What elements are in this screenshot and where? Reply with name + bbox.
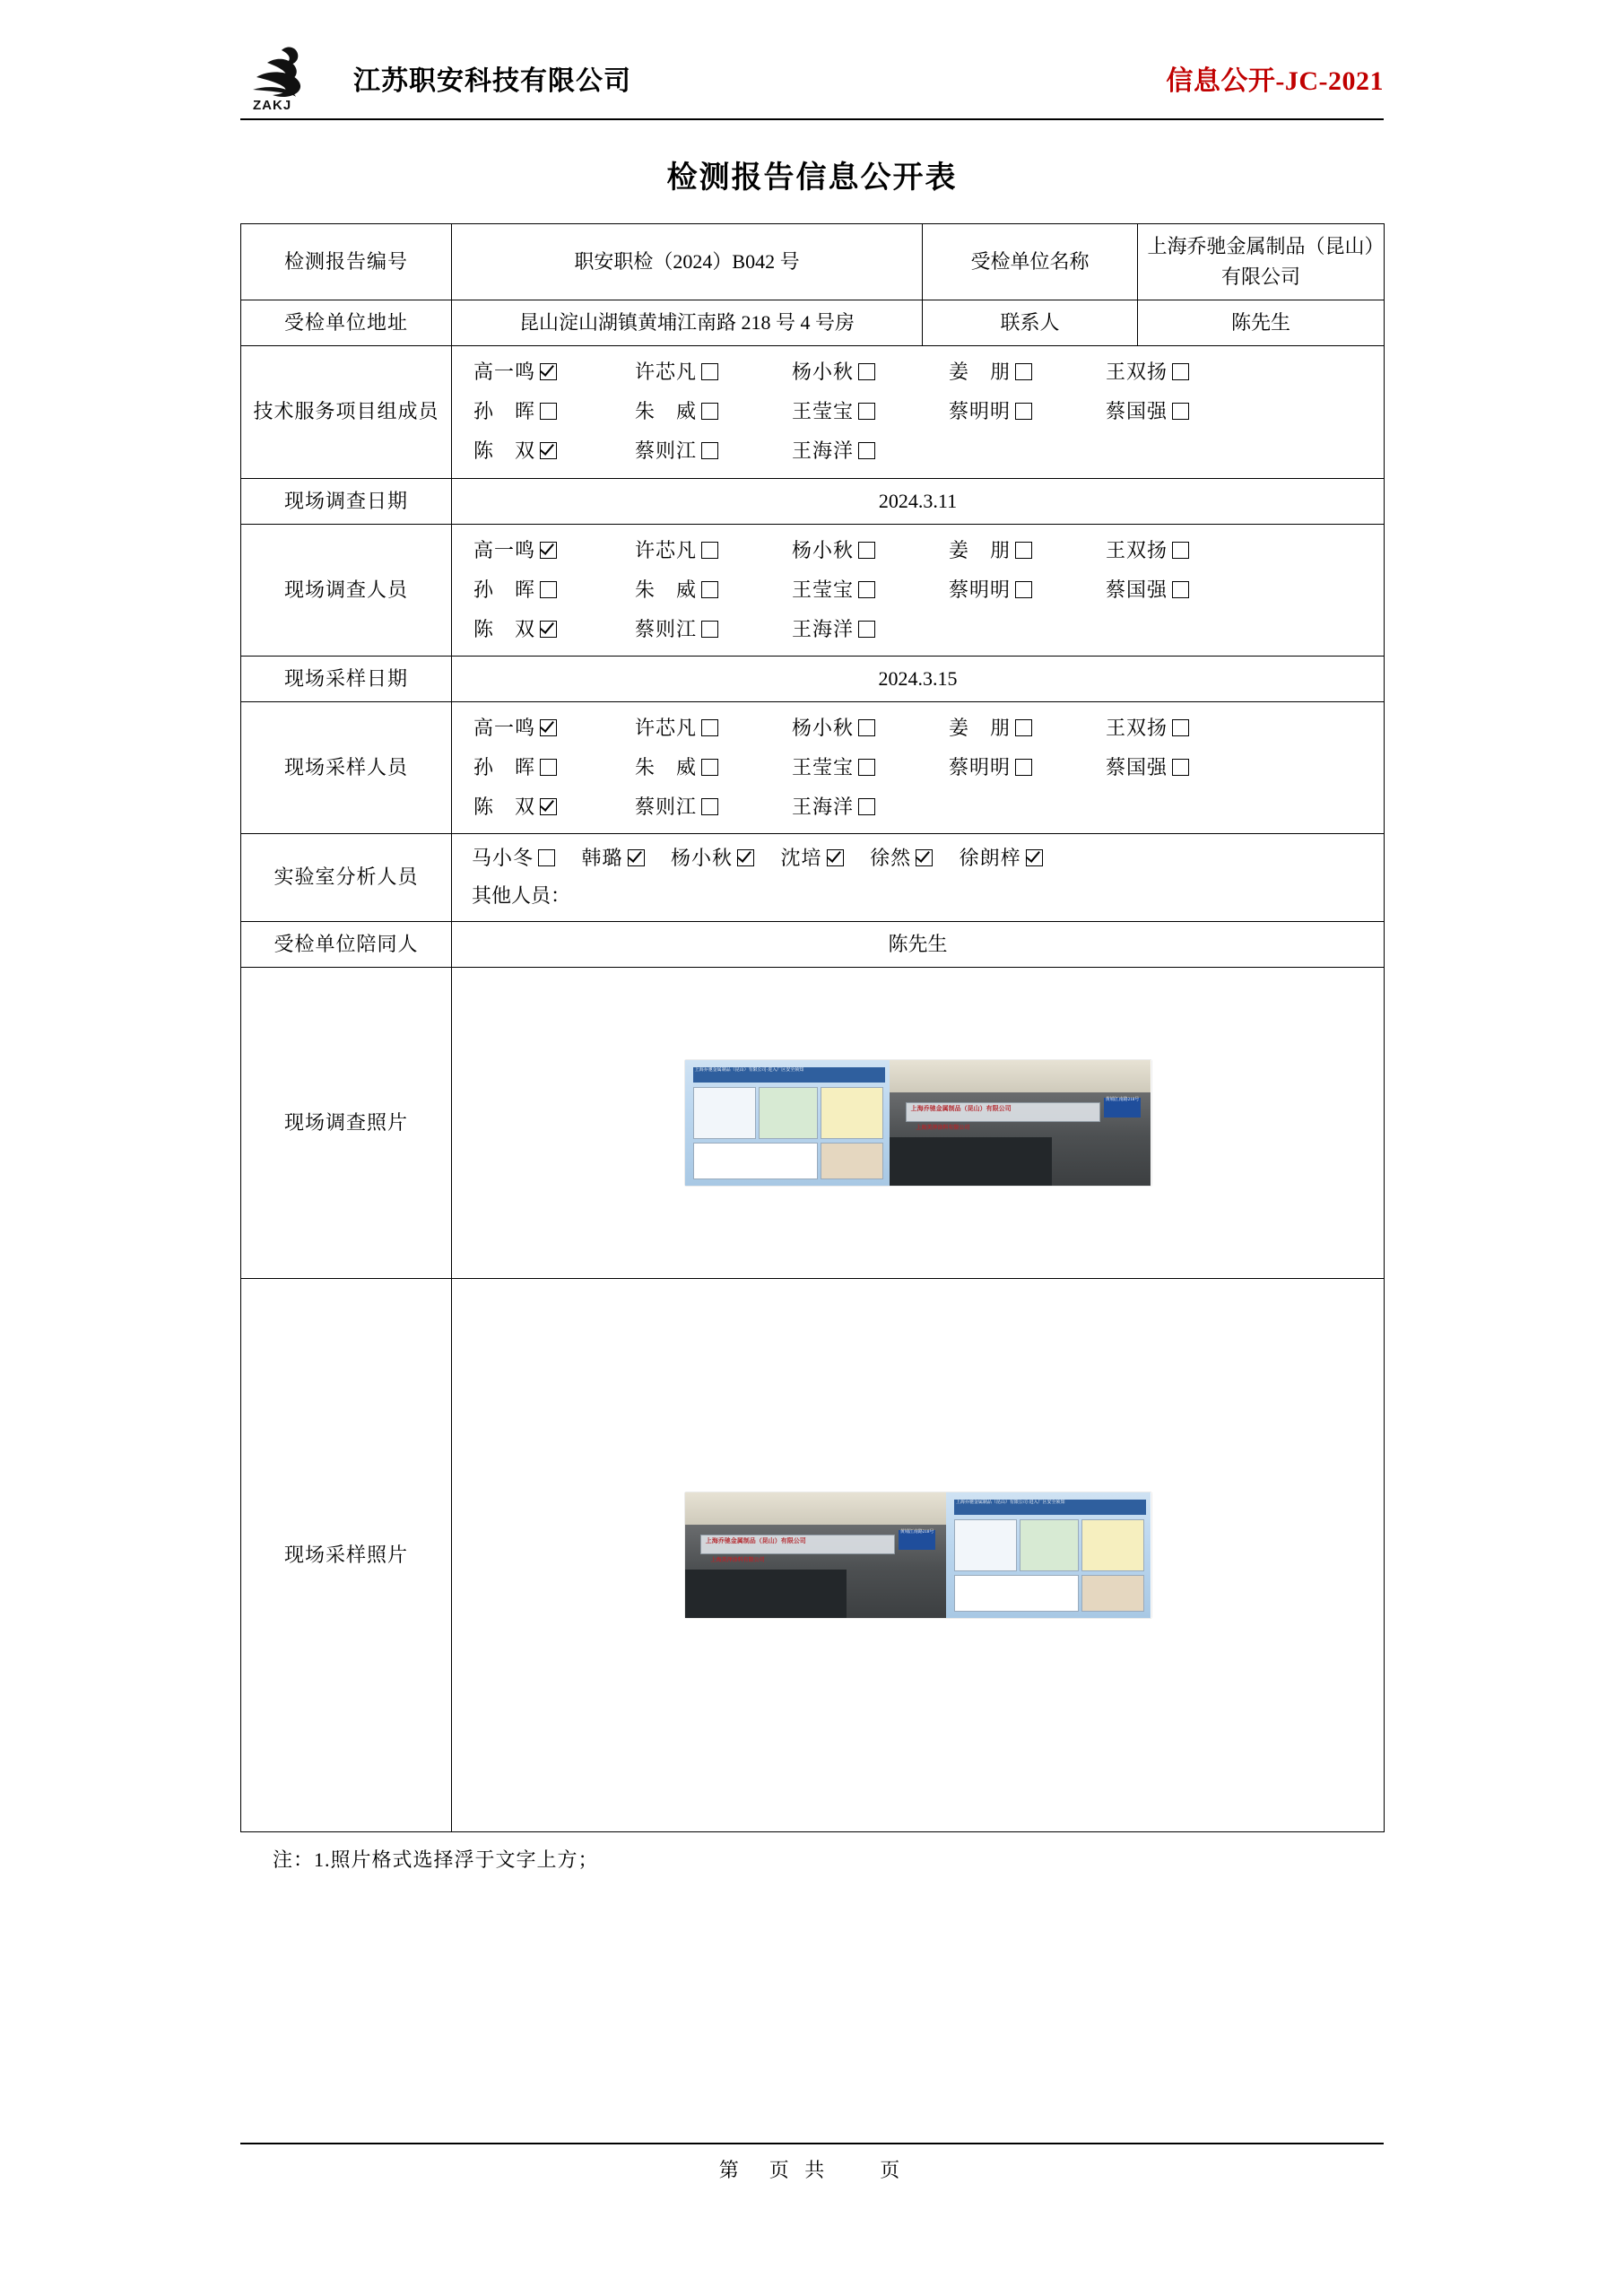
checkbox-icon[interactable] (1015, 403, 1032, 420)
sampling-photo (685, 1492, 1151, 1618)
member-checkbox[interactable]: 许芯凡 (635, 535, 792, 566)
member-checkbox[interactable]: 杨小秋 (671, 847, 754, 869)
escort-value: 陈先生 (452, 921, 1385, 967)
page-number: 第 页 共 页 (718, 2159, 906, 2181)
checkbox-icon[interactable] (540, 542, 557, 559)
checkbox-icon[interactable] (701, 759, 718, 776)
wall-sign-text-1: 上海乔驰金属制品（昆山）有限公司 (910, 1104, 1012, 1112)
checkbox-icon[interactable] (628, 849, 645, 866)
wall-sign-text-2: 上海美泽涂料有限公司 (710, 1558, 765, 1564)
footnote: 注：1.照片格式选择浮于文字上方； (273, 1848, 599, 1871)
sampling-member-grid (461, 709, 1375, 826)
member-checkbox[interactable]: 杨小秋 (792, 713, 949, 744)
checkbox-icon[interactable] (540, 798, 557, 815)
member-checkbox[interactable]: 陈 双 (473, 436, 635, 466)
checkbox-icon[interactable] (1026, 849, 1043, 866)
client-addr-label: 受检单位地址 (241, 300, 452, 346)
document-code: 信息公开-JC-2021 (1166, 66, 1384, 96)
checkbox-icon[interactable] (1172, 719, 1189, 736)
sampling-staff-label: 现场采样人员 (241, 702, 452, 834)
checkbox-icon[interactable] (701, 442, 718, 459)
member-checkbox[interactable]: 王海洋 (792, 436, 949, 466)
member-checkbox[interactable]: 蔡国强 (1106, 396, 1375, 427)
checkbox-icon[interactable] (858, 581, 875, 598)
checkbox-icon[interactable] (1015, 759, 1032, 776)
member-checkbox[interactable]: 朱 威 (635, 396, 792, 427)
member-checkbox[interactable]: 沈培 (781, 847, 844, 869)
table-row (241, 702, 1385, 834)
company-logo-icon (240, 43, 341, 113)
survey-photo-gate (890, 1060, 1151, 1186)
table-row (241, 967, 1385, 1278)
board-title: 上海乔驰金属制品（昆山）有限公司·进入厂区安全须知 (954, 1500, 1146, 1515)
client-addr-value: 昆山淀山湖镇黄埔江南路 218 号 4 号房 (452, 300, 923, 346)
client-name-label: 受检单位名称 (923, 224, 1138, 300)
checkbox-icon[interactable] (701, 621, 718, 638)
lab-staff-cell (452, 834, 1385, 921)
checkbox-icon[interactable] (540, 719, 557, 736)
member-checkbox[interactable]: 许芯凡 (635, 357, 792, 387)
member-checkbox[interactable]: 蔡明明 (949, 752, 1106, 783)
checkbox-icon[interactable] (1015, 719, 1032, 736)
member-checkbox[interactable]: 王双扬 (1106, 713, 1375, 744)
team-label: 技术服务项目组成员 (241, 346, 452, 478)
report-no-label: 检测报告编号 (241, 224, 452, 300)
checkbox-icon[interactable] (1172, 581, 1189, 598)
survey-photo-cell (452, 967, 1385, 1278)
checkbox-icon[interactable] (1172, 542, 1189, 559)
footer-divider (240, 2143, 1384, 2144)
checkbox-icon[interactable] (858, 798, 875, 815)
member-checkbox[interactable]: 姜 朋 (949, 713, 1106, 744)
sampling-photo-label: 现场采样照片 (241, 1278, 452, 1831)
checkbox-icon[interactable] (540, 621, 557, 638)
member-checkbox[interactable]: 陈 双 (473, 792, 635, 822)
checkbox-icon[interactable] (1172, 403, 1189, 420)
member-checkbox[interactable]: 朱 威 (635, 575, 792, 605)
checkbox-icon[interactable] (858, 621, 875, 638)
address-plate: 黄埔江南路218号 (1104, 1098, 1141, 1118)
checkbox-icon[interactable] (701, 719, 718, 736)
checkbox-icon[interactable] (858, 363, 875, 380)
table-row (241, 1278, 1385, 1831)
contact-value: 陈先生 (1138, 300, 1385, 346)
member-checkbox[interactable]: 陈 双 (473, 614, 635, 645)
report-no-value: 职安职检（2024）B042 号 (452, 224, 923, 300)
checkbox-icon[interactable] (1015, 542, 1032, 559)
checkbox-icon[interactable] (827, 849, 844, 866)
checkbox-icon[interactable] (701, 581, 718, 598)
header-divider (240, 118, 1384, 120)
table-row (241, 478, 1385, 524)
wall-sign-text-1: 上海乔驰金属制品（昆山）有限公司 (705, 1536, 806, 1544)
sampling-date-label: 现场采样日期 (241, 656, 452, 701)
member-checkbox[interactable]: 蔡国强 (1106, 575, 1375, 605)
member-checkbox[interactable]: 王双扬 (1106, 357, 1375, 387)
escort-label: 受检单位陪同人 (241, 921, 452, 967)
member-checkbox[interactable]: 姜 朋 (949, 535, 1106, 566)
document-footer (240, 2143, 1384, 2183)
sampling-photo-gate (685, 1492, 946, 1618)
wall-sign-text-2: 上海美泽涂料有限公司 (916, 1126, 970, 1132)
checkbox-icon[interactable] (540, 403, 557, 420)
checkbox-icon[interactable] (1172, 363, 1189, 380)
table-row (241, 921, 1385, 967)
team-members-cell (452, 346, 1385, 478)
member-checkbox[interactable]: 姜 朋 (949, 357, 1106, 387)
table-row (241, 346, 1385, 478)
survey-photo-board (685, 1060, 890, 1186)
member-checkbox[interactable]: 王双扬 (1106, 535, 1375, 566)
member-checkbox[interactable]: 马小冬 (472, 847, 555, 869)
checkbox-icon[interactable] (701, 403, 718, 420)
report-info-table (240, 223, 1385, 1832)
member-checkbox[interactable]: 王海洋 (792, 614, 949, 645)
lab-staff-label: 实验室分析人员 (241, 834, 452, 921)
member-checkbox[interactable]: 杨小秋 (792, 357, 949, 387)
survey-member-grid (461, 532, 1375, 648)
checkbox-icon[interactable] (540, 759, 557, 776)
table-row (241, 224, 1385, 300)
checkbox-icon[interactable] (540, 363, 557, 380)
checkbox-icon[interactable] (858, 719, 875, 736)
checkbox-icon[interactable] (737, 849, 754, 866)
survey-date-label: 现场调查日期 (241, 478, 452, 524)
survey-photo-label: 现场调查照片 (241, 967, 452, 1278)
member-checkbox[interactable]: 许芯凡 (635, 713, 792, 744)
checkbox-icon[interactable] (1172, 759, 1189, 776)
checkbox-icon[interactable] (701, 798, 718, 815)
member-checkbox[interactable]: 朱 威 (635, 752, 792, 783)
sampling-photo-cell (452, 1278, 1385, 1831)
member-checkbox[interactable]: 王海洋 (792, 792, 949, 822)
member-checkbox[interactable]: 蔡明明 (949, 396, 1106, 427)
member-checkbox[interactable]: 蔡则江 (635, 614, 792, 645)
member-checkbox[interactable]: 王莹宝 (792, 396, 949, 427)
other-staff-label: 其他人员： (472, 884, 571, 908)
checkbox-icon[interactable] (916, 849, 933, 866)
table-row (241, 834, 1385, 921)
brand (240, 43, 631, 113)
survey-photo (685, 1060, 1151, 1186)
member-checkbox[interactable]: 王莹宝 (792, 752, 949, 783)
checkbox-icon[interactable] (1015, 363, 1032, 380)
checkbox-icon[interactable] (1015, 581, 1032, 598)
sampling-date-value: 2024.3.15 (452, 656, 1385, 701)
client-name-value: 上海乔驰金属制品（昆山）有限公司 (1138, 224, 1385, 300)
contact-label: 联系人 (923, 300, 1138, 346)
member-checkbox[interactable]: 高一鸣 (473, 357, 635, 387)
checkbox-icon[interactable] (858, 403, 875, 420)
sampling-staff-cell (452, 702, 1385, 834)
checkbox-icon[interactable] (858, 442, 875, 459)
checkbox-icon[interactable] (540, 442, 557, 459)
member-checkbox[interactable]: 蔡则江 (635, 436, 792, 466)
table-row (241, 656, 1385, 701)
member-checkbox[interactable]: 高一鸣 (473, 713, 635, 744)
company-name: 江苏职安科技有限公司 (353, 66, 631, 96)
member-checkbox[interactable]: 孙 晖 (473, 575, 635, 605)
member-checkbox[interactable]: 杨小秋 (792, 535, 949, 566)
checkbox-icon[interactable] (538, 849, 555, 866)
checkbox-icon[interactable] (701, 542, 718, 559)
lab-member-list (461, 841, 1375, 875)
member-checkbox[interactable]: 孙 晖 (473, 396, 635, 427)
member-checkbox[interactable]: 王莹宝 (792, 575, 949, 605)
checkbox-icon[interactable] (701, 363, 718, 380)
member-checkbox[interactable]: 韩璐 (582, 847, 645, 869)
survey-staff-label: 现场调查人员 (241, 524, 452, 656)
page-title: 检测报告信息公开表 (666, 161, 958, 195)
checkbox-icon[interactable] (540, 581, 557, 598)
checkbox-icon[interactable] (858, 542, 875, 559)
member-checkbox[interactable]: 徐朗梓 (960, 847, 1043, 869)
address-plate: 黄埔江南路218号 (899, 1530, 935, 1550)
checkbox-icon[interactable] (858, 759, 875, 776)
board-title: 上海乔驰金属制品（昆山）有限公司·进入厂区安全须知 (693, 1067, 885, 1083)
svg-text:ZAKJ: ZAKJ (253, 98, 292, 113)
table-row (241, 524, 1385, 656)
survey-staff-cell (452, 524, 1385, 656)
team-member-grid (461, 353, 1375, 470)
member-checkbox[interactable]: 高一鸣 (473, 535, 635, 566)
member-checkbox[interactable]: 徐然 (870, 847, 933, 869)
member-checkbox[interactable]: 蔡国强 (1106, 752, 1375, 783)
member-checkbox[interactable]: 蔡明明 (949, 575, 1106, 605)
member-checkbox[interactable]: 蔡则江 (635, 792, 792, 822)
survey-date-value: 2024.3.11 (452, 478, 1385, 524)
table-row (241, 300, 1385, 346)
document-header (240, 0, 1384, 115)
sampling-photo-board (946, 1492, 1151, 1618)
member-checkbox[interactable]: 孙 晖 (473, 752, 635, 783)
